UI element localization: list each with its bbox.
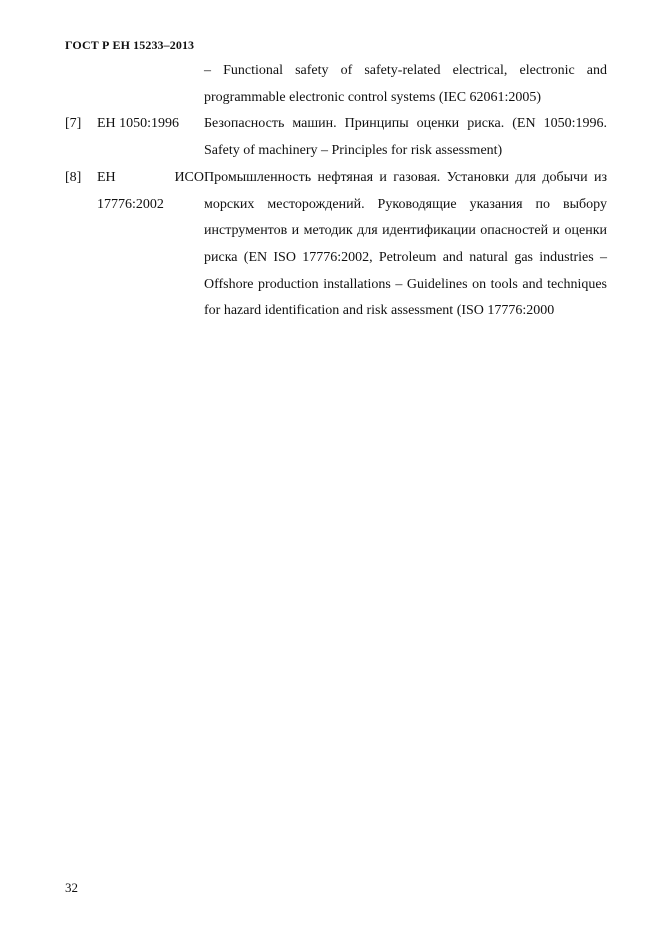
reference-number <box>65 58 97 111</box>
reference-text: Промышленность нефтяная и газовая. Установки для добычи из морских месторождений. Руководящие указания по выбору инструментов и методик для идентификации опасностей и оценки риска (EN ISO 17776:2002, Petroleum and natural gas industries – Offshore production installations – Guidelines on tools and techniques for hazard identification and risk assessment (ISO 17776:2000 <box>204 169 607 319</box>
reference-number: [7] <box>65 116 82 132</box>
reference-code <box>97 58 204 111</box>
page-number: 32 <box>65 880 78 895</box>
document-header: ГОСТ Р ЕН 15233–2013 <box>65 38 195 52</box>
reference-code: ЕН 1050:1996 <box>97 116 180 132</box>
reference-entry-8 <box>65 165 607 325</box>
reference-code <box>97 165 204 325</box>
reference-entry-continuation <box>65 58 607 111</box>
reference-code-prefix: ЕН <box>97 169 116 185</box>
reference-text: – Functional safety of safety-related electrical, electronic and programmable electronic control systems (IEC 62061:2005) <box>204 63 607 105</box>
reference-text: Безопасность машин. Принципы оценки риска. (EN 1050:1996. Safety of machinery – Principles for risk assessment) <box>204 116 607 159</box>
reference-code-number: 17776:2002 <box>97 196 164 212</box>
reference-number: [8] <box>65 169 82 185</box>
reference-code-standard: ИСО <box>174 169 204 185</box>
reference-entry-7 <box>65 111 607 164</box>
bibliography-list <box>65 58 607 325</box>
